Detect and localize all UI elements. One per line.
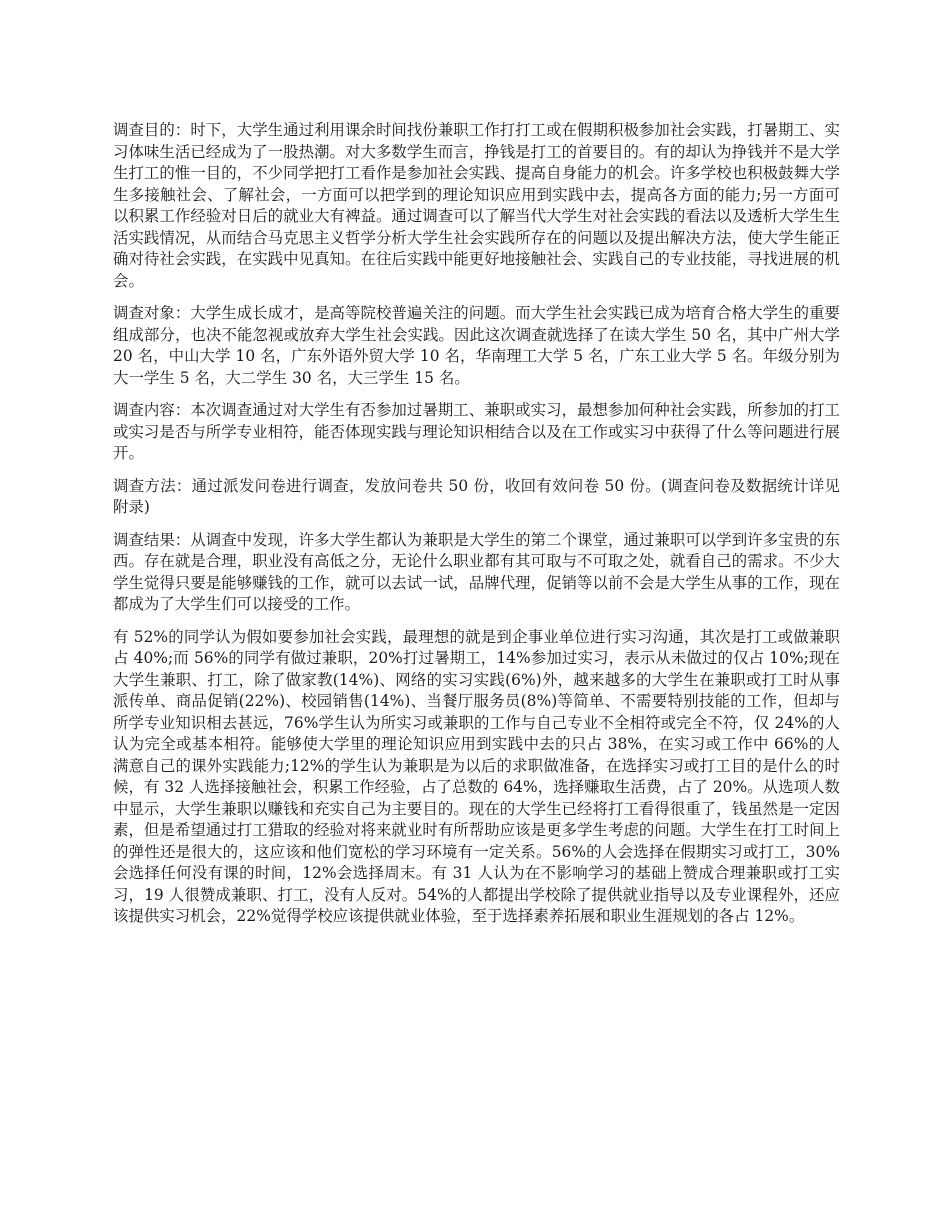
paragraph-subjects: 调查对象：大学生成长成才，是高等院校普遍关注的问题。而大学生社会实践已成为培育合格大学生的重要组成部分，也决不能忽视或放弃大学生社会实践。因此这次调查就选择了在读大学生 50 名，其中广州大学 20 名，中山大学 10 名，广东外语外贸大学 10 名，华南理工大学 5 名，广东工业大学 5 名。年级分别为大一学生 5 名，大二学生 30 名，大三学生 15 名。 [113,304,840,387]
paragraph-content: 调查内容：本次调查通过对大学生有否参加过暑期工、兼职或实习，最想参加何种社会实践，所参加的打工或实习是否与所学专业相符，能否体现实践与理论知识相结合以及在工作或实习中获得了什么等问题进行展开。 [113,401,840,462]
paragraph-results: 调查结果：从调查中发现，许多大学生都认为兼职是大学生的第二个课堂，通过兼职可以学到许多宝贵的东西。存在就是合理，职业没有高低之分，无论什么职业都有其可取与不可取之处，就看自己的需求。不少大学生觉得只要是能够赚钱的工作，就可以去试一试，品牌代理，促销等以前不会是大学生从事的工作，现在都成为了大学生们可以接受的工作。 [113,530,840,613]
paragraph-purpose: 调查目的：时下，大学生通过利用课余时间找份兼职工作打打工或在假期积极参加社会实践，打暑期工、实习体味生活已经成为了一股热潮。对大多数学生而言，挣钱是打工的首要目的。有的却认为挣钱并不是大学生打工的惟一目的，不少同学把打工看作是参加社会实践、提高自身能力的机会。许多学校也积极鼓舞大学生多接触社会、了解社会，一方面可以把学到的理论知识应用到实践中去，提高各方面的能力;另一方面可以积累工作经验对日后的就业大有裨益。通过调查可以了解当代大学生对社会实践的看法以及透析大学生生活实践情况，从而结合马克思主义哲学分析大学生社会实践所存在的问题以及提出解决方法，使大学生能正确对待社会实践，在实践中见真知。在往后实践中能更好地接触社会、实践自己的专业技能，寻找进展的机会。 [113,121,840,290]
paragraph-statistics: 有 52%的同学认为假如要参加社会实践，最理想的就是到企事业单位进行实习沟通，其次是打工或做兼职占 40%;而 56%的同学有做过兼职，20%打过暑期工，14%参加过实习，表示从未做过的仅占 10%;现在大学生兼职、打工，除了做家教(14%)、网络的实习实践(6%)外，越来越多的大学生在兼职或打工时从事派传单、商品促销(22%)、校园销售(14%)、当餐厅服务员(8%)等简单、不需要特别技能的工作，但却与所学专业知识相去甚远，76%学生认为所实习或兼职的工作与自己专业不全相符或完全不符，仅 24%的人认为完全或基本相符。能够使大学里的理论知识应用到实践中去的只占 38%，在实习或工作中 66%的人满意自己的课外实践能力;12%的学生认为兼职是为以后的求职做准备，在选择实习或打工目的是什么的时候，有 32 人选择接触社会，积累工作经验，占了总数的 64%，选择赚取生活费，占了 20%。从选项人数中显示，大学生兼职以赚钱和充实自己为主要目的。现在的大学生已经将打工看得很重了，钱虽然是一定因素，但是希望通过打工猎取的经验对将来就业时有所帮助应该是更多学生考虑的问题。大学生在打工时间上的弹性还是很大的，这应该和他们宽松的学习环境有一定关系。56%的人会选择在假期实习或打工，30%会选择任何没有课的时间，12%会选择周末。有 31 人认为在不影响学习的基础上赞成合理兼职或打工实习，19 人很赞成兼职、打工，没有人反对。54%的人都提出学校除了提供就业指导以及专业课程外，还应该提供实习机会，22%觉得学校应该提供就业体验，至于选择素养拓展和职业生涯规划的各占 12%。 [113,627,840,925]
paragraph-method: 调查方法：通过派发问卷进行调查，发放问卷共 50 份，收回有效问卷 50 份。(调查问卷及数据统计详见附录) [113,476,840,516]
